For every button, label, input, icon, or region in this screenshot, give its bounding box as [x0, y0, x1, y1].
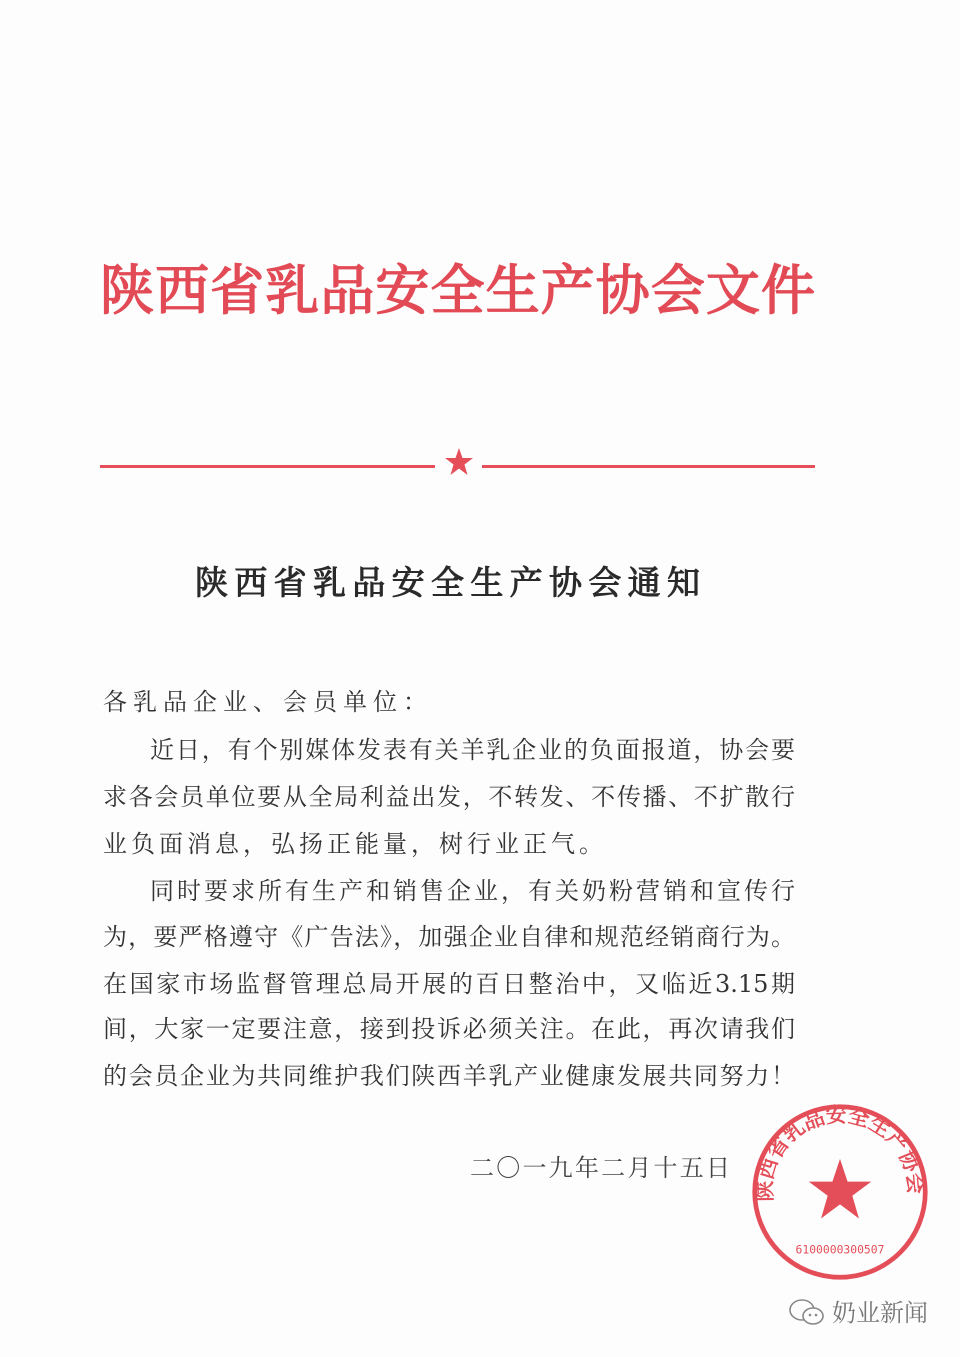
body-line: 业负面消息，弘扬正能量，树行业正气。 [103, 830, 607, 858]
watermark-text: 奶业新闻 [832, 1299, 928, 1327]
svg-text:6100000300507: 6100000300507 [795, 1242, 885, 1257]
watermark [788, 1297, 928, 1329]
document-date: 二〇一九年二月十五日 [470, 1154, 730, 1182]
salutation: 各乳品企业、会员单位： [103, 688, 433, 716]
red-star-icon [444, 447, 474, 477]
body-line: 在国家市场监督管理总局开展的百日整治中，又临近3.15期 [103, 970, 795, 998]
body-line: 同时要求所有生产和销售企业，有关奶粉营销和宣传行 [150, 877, 795, 905]
header-divider-left [100, 465, 435, 468]
svg-text:陕西省乳品安全生产协会: 陕西省乳品安全生产协会 [752, 1102, 928, 1202]
seal-star-icon [809, 1159, 872, 1219]
wechat-icon [788, 1298, 826, 1328]
body-line: 近日，有个别媒体发表有关羊乳企业的负面报道，协会要 [150, 736, 795, 764]
body-line: 的会员企业为共同维护我们陕西羊乳产业健康发展共同努力！ [103, 1062, 795, 1090]
body-line: 为，要严格遵守《广告法》，加强企业自律和规范经销商行为。 [103, 923, 795, 951]
official-seal [745, 1102, 935, 1282]
document-header-title: 陕西省乳品安全生产协会文件 [100, 259, 815, 322]
body-line: 求各会员单位要从全局利益出发，不转发、不传播、不扩散行 [103, 783, 795, 811]
header-divider-right [482, 465, 815, 468]
body-line: 间，大家一定要注意，接到投诉必须关注。在此，再次请我们 [103, 1015, 795, 1043]
notice-title: 陕西省乳品安全生产协会通知 [195, 563, 700, 602]
